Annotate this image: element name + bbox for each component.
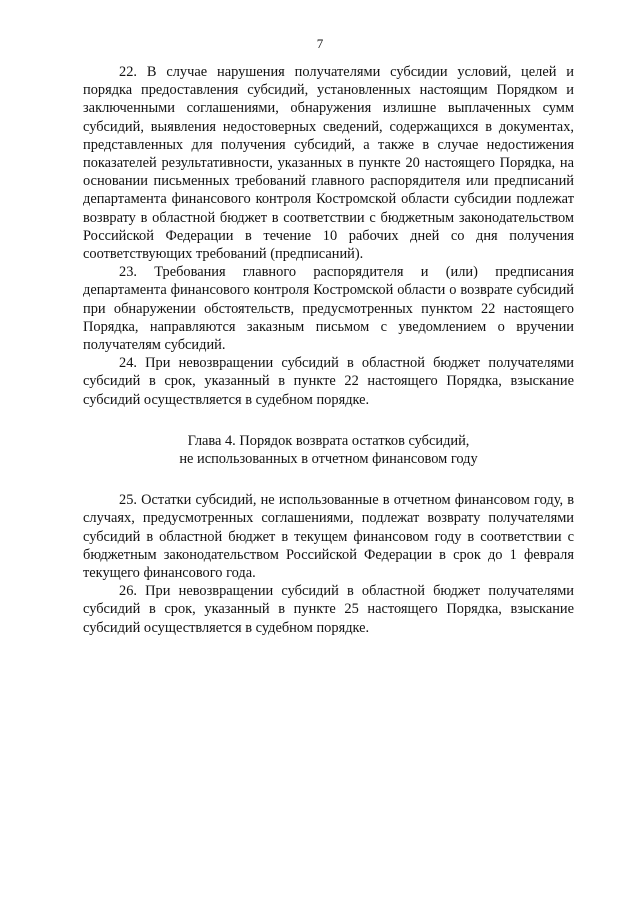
page-number: 7 [316, 36, 324, 51]
document-body [83, 63, 574, 637]
chapter-heading-line-2: не использованных в отчетном финансовом году [179, 451, 478, 468]
paragraph-23: 23. Требования главного распорядителя и (или) предписания департамента финансового контроля Костромской области о возврате субсидий при обнаружении обстоятельств, предусмотренных пунктом 22 настоящего Порядка, направляются заказным письмом с уведомлением о вручении получателям субсидий. [83, 264, 574, 354]
paragraph-24: 24. При невозвращении субсидий в областной бюджет получателями субсидий в срок, указанный в пункте 22 настоящего Порядка, взыскание субсидий осуществляется в судебном порядке. [83, 355, 574, 408]
paragraph-26: 26. При невозвращении субсидий в областной бюджет получателями субсидий в срок, указанный в пункте 25 настоящего Порядка, взыскание субсидий осуществляется в судебном порядке. [83, 583, 574, 636]
chapter-heading [83, 432, 574, 468]
chapter-heading-line-1: Глава 4. Порядок возврата остатков субсидий, [187, 432, 470, 449]
paragraph-25: 25. Остатки субсидий, не использованные в отчетном финансовом году, в случаях, предусмотренных соглашениями, подлежат возврату получателями субсидий в областной бюджет в текущем финансовом году в соответствии с бюджетным законодательством Российской Федерации в срок до 1 февраля текущего финансового года. [83, 492, 574, 582]
paragraph-22: 22. В случае нарушения получателями субсидии условий, целей и порядка предоставления субсидий, установленных настоящим Порядком и заключенными соглашениями, обнаружения излишне выплаченных сумм субсидий, выявления недостоверных сведений, содержащихся в документах, представленных для получения субсидий, а также в случае недостижения показателей результативности, указанных в пункте 20 настоящего Порядка, на основании письменных требований главного распорядителя или предписаний департамента финансового контроля Костромской области субсидии подлежат возврату в областной бюджет в соответствии с бюджетным законодательством Российской Федерации в течение 10 рабочих дней со дня получения соответствующих требований (предписаний). [83, 64, 574, 263]
